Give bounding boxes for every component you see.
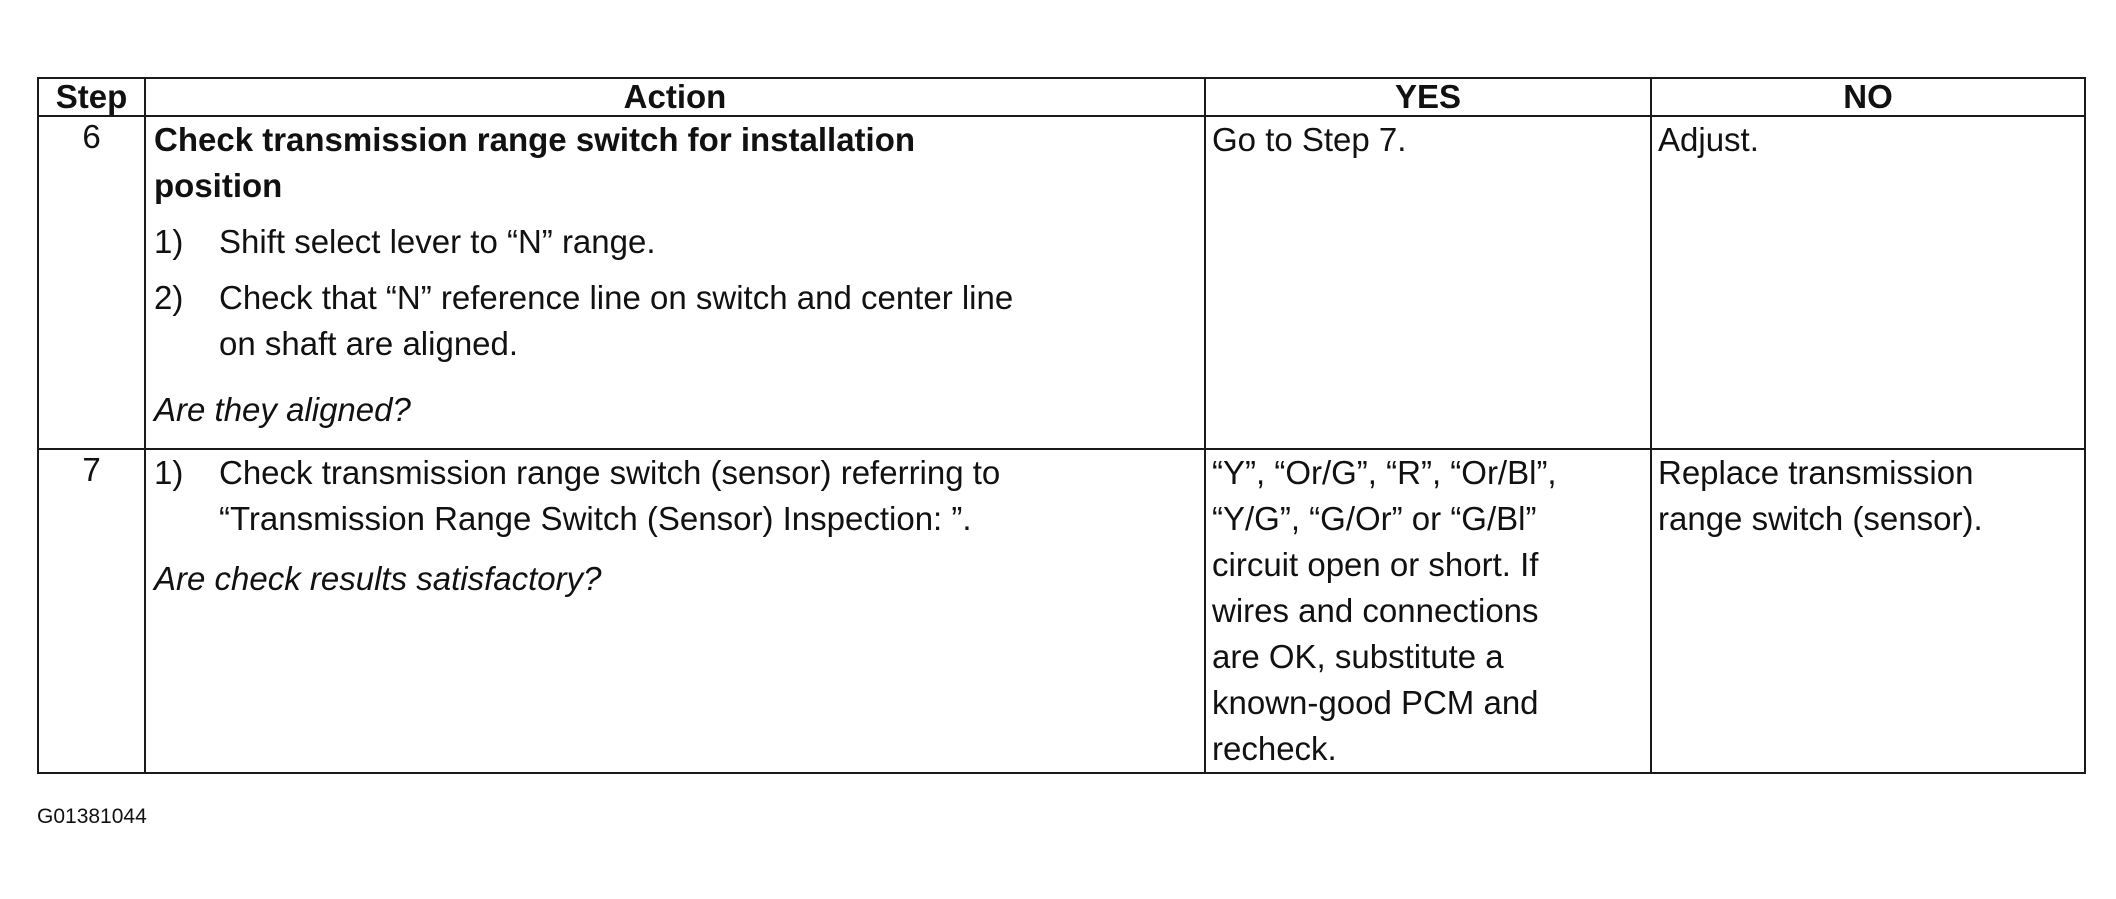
header-no: NO: [1651, 78, 2085, 116]
header-action: Action: [145, 78, 1205, 116]
header-step: Step: [38, 78, 145, 116]
substep-text: [219, 275, 1196, 367]
substep-number: 1): [154, 223, 184, 260]
yes-cell: Go to Step 7.: [1205, 116, 1651, 449]
substep-text: [219, 450, 1196, 542]
substep-text-line: “Transmission Range Switch (Sensor) Inspection: ”.: [219, 500, 972, 537]
substep: [154, 450, 1196, 542]
action-title-line: position: [154, 167, 283, 204]
no-line: Replace transmission: [1658, 454, 1974, 491]
diagnostic-table: [37, 77, 2086, 774]
yes-line: known-good PCM and: [1212, 684, 1539, 721]
no-cell: [1651, 449, 2085, 773]
substep: [154, 275, 1196, 367]
step-number: 7: [38, 449, 145, 773]
yes-line: are OK, substitute a: [1212, 638, 1504, 675]
substep-text: Shift select lever to “N” range.: [219, 223, 656, 260]
action-cell: [145, 116, 1205, 449]
substep-number: 2): [154, 279, 184, 316]
substep-text-line: Check transmission range switch (sensor) referring to: [219, 454, 1001, 491]
header-yes: YES: [1205, 78, 1651, 116]
yes-cell: [1205, 449, 1651, 773]
action-title-line: Check transmission range switch for installation: [154, 121, 916, 158]
header-row: [38, 78, 2085, 116]
action-cell: [145, 449, 1205, 773]
action-title: [154, 117, 1196, 209]
yes-line: “Y/G”, “G/Or” or “G/Bl”: [1212, 500, 1537, 537]
substep: [154, 219, 1196, 265]
table-row-step-6: [38, 116, 2085, 449]
substep-text-line: on shaft are aligned.: [219, 325, 519, 362]
step-number: 6: [38, 116, 145, 449]
table-row-step-7: [38, 449, 2085, 773]
question-text: Are they aligned?: [154, 391, 411, 428]
substep-number: 1): [154, 454, 184, 491]
yes-line: recheck.: [1212, 730, 1337, 767]
question-text: Are check results satisfactory?: [154, 560, 602, 597]
no-cell: Adjust.: [1651, 116, 2085, 449]
yes-line: circuit open or short. If: [1212, 546, 1539, 583]
no-line: range switch (sensor).: [1658, 500, 1983, 537]
yes-line: “Y”, “Or/G”, “R”, “Or/Bl”,: [1212, 454, 1557, 491]
substep-text-line: Check that “N” reference line on switch and center line: [219, 279, 1014, 316]
figure-code: G01381044: [37, 805, 147, 828]
yes-line: wires and connections: [1212, 592, 1539, 629]
